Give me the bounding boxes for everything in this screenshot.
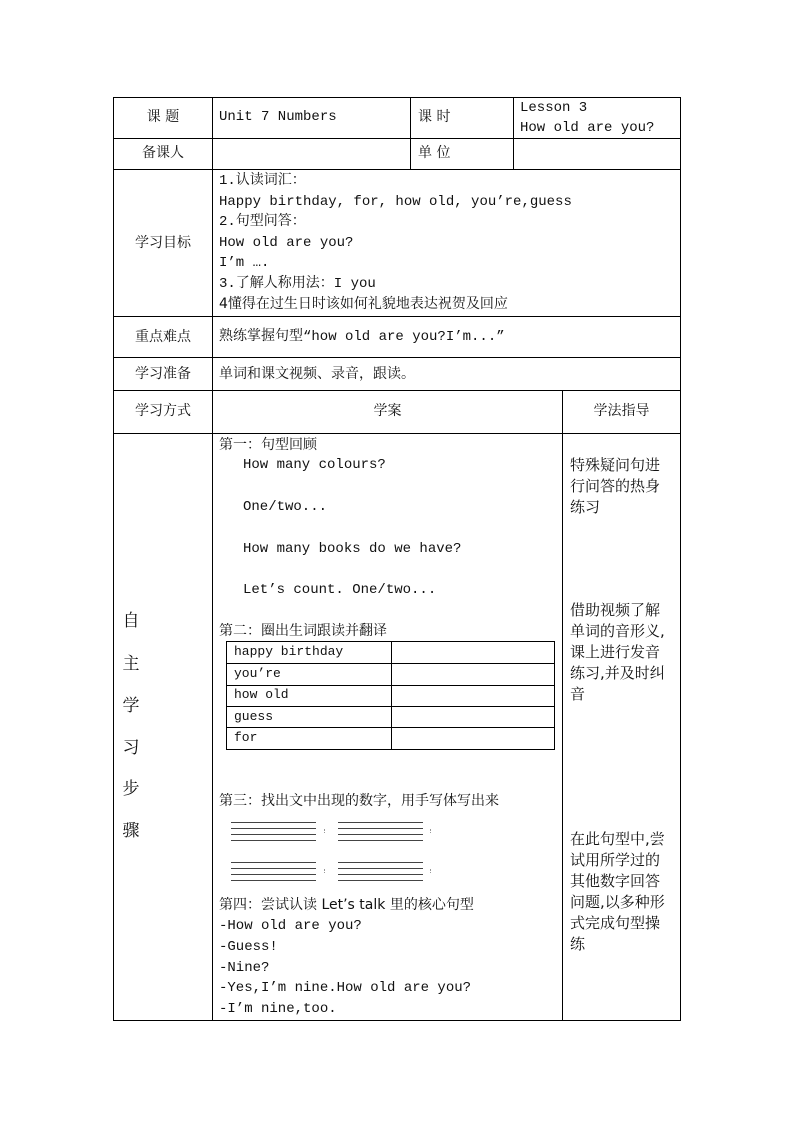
step1-line: How many colours? — [243, 457, 386, 473]
guide-header: 学法指导 — [593, 403, 650, 419]
step4-line: -I’m nine,too. — [219, 1001, 337, 1017]
step4-line: -Guess! — [219, 939, 278, 955]
step4-line: -How old are you? — [219, 918, 362, 934]
preparation-label: 学习准备 — [135, 366, 191, 382]
step1-line: How many books do we have? — [243, 541, 462, 557]
objective-line: 3.了解人称用法：I you — [219, 276, 376, 292]
preparation-value: 单词和课文视频、录音，跟读。 — [219, 366, 415, 382]
guide-line: 课上进行发音 — [570, 643, 661, 661]
period-label: 课 时 — [418, 109, 451, 125]
step4-line: -Yes,I’m nine.How old are you? — [219, 980, 472, 996]
plan-header: 学案 — [373, 403, 402, 419]
key-points-value: 熟练掌握句型“how old are you?I’m...” — [219, 329, 505, 345]
topic-label: 课 题 — [146, 109, 180, 125]
objective-line: 4懂得在过生日时该如何礼貌地表达祝贺及回应 — [219, 296, 508, 312]
step3-title: 第三：找出文中出现的数字，用手写体写出来 — [219, 793, 499, 809]
guide-line: 特殊疑问句进 — [570, 456, 661, 474]
objective-line: 1.认读词汇： — [219, 173, 306, 189]
guide-line: 行问答的热身 — [570, 477, 661, 495]
method-header: 学习方式 — [135, 403, 191, 419]
lesson-title: How old are you? — [520, 120, 655, 136]
side-char: 骤 — [122, 821, 140, 841]
vocab-word: for — [234, 730, 258, 745]
vocab-word: how old — [234, 687, 289, 702]
step2-title: 第二：圈出生词跟读并翻译 — [219, 623, 387, 639]
guide-line: 练 — [570, 935, 586, 953]
topic-value: Unit 7 Numbers — [219, 109, 337, 125]
vocab-word: guess — [234, 709, 274, 724]
objective-line: Happy birthday, for, how old, you’re,guess — [219, 194, 572, 210]
guide-line: 问题,以多种形 — [570, 893, 665, 911]
guide-line: 单词的音形义, — [570, 622, 665, 640]
guide-line: 试用所学过的 — [570, 851, 661, 869]
step4-title: 第四：尝试认读 Let’s talk 里的核心句型 — [219, 897, 474, 913]
guide-line: 练习 — [570, 498, 601, 516]
step1-title: 第一：句型回顾 — [219, 437, 317, 453]
objectives-label: 学习目标 — [135, 235, 191, 251]
guide-line: 音 — [570, 685, 586, 703]
unit-label: 单 位 — [418, 145, 451, 161]
objective-line: How old are you? — [219, 235, 354, 251]
vocab-word: you’re — [234, 666, 281, 681]
guide-line: 练习,并及时纠 — [570, 664, 665, 682]
objective-line: I’m …. — [219, 255, 270, 271]
side-char: 主 — [122, 654, 140, 674]
vocab-word: happy birthday — [234, 644, 344, 659]
lesson-number: Lesson 3 — [520, 100, 588, 116]
step1-line: Let’s count. One/two... — [243, 582, 437, 598]
step1-line: One/two... — [243, 499, 328, 515]
guide-line: 借助视频了解 — [570, 601, 661, 619]
guide-line: 式完成句型操 — [570, 914, 661, 932]
preparer-label: 备课人 — [142, 145, 184, 161]
side-char: 学 — [122, 696, 140, 716]
side-char: 习 — [122, 738, 140, 758]
guide-line: 其他数字回答 — [570, 872, 661, 890]
side-char: 自 — [122, 611, 140, 631]
guide-line: 在此句型中,尝 — [570, 830, 665, 848]
side-char: 步 — [122, 779, 140, 799]
objective-line: 2.句型问答： — [219, 214, 306, 230]
key-points-label: 重点难点 — [135, 329, 191, 345]
step4-line: -Nine? — [219, 960, 270, 976]
